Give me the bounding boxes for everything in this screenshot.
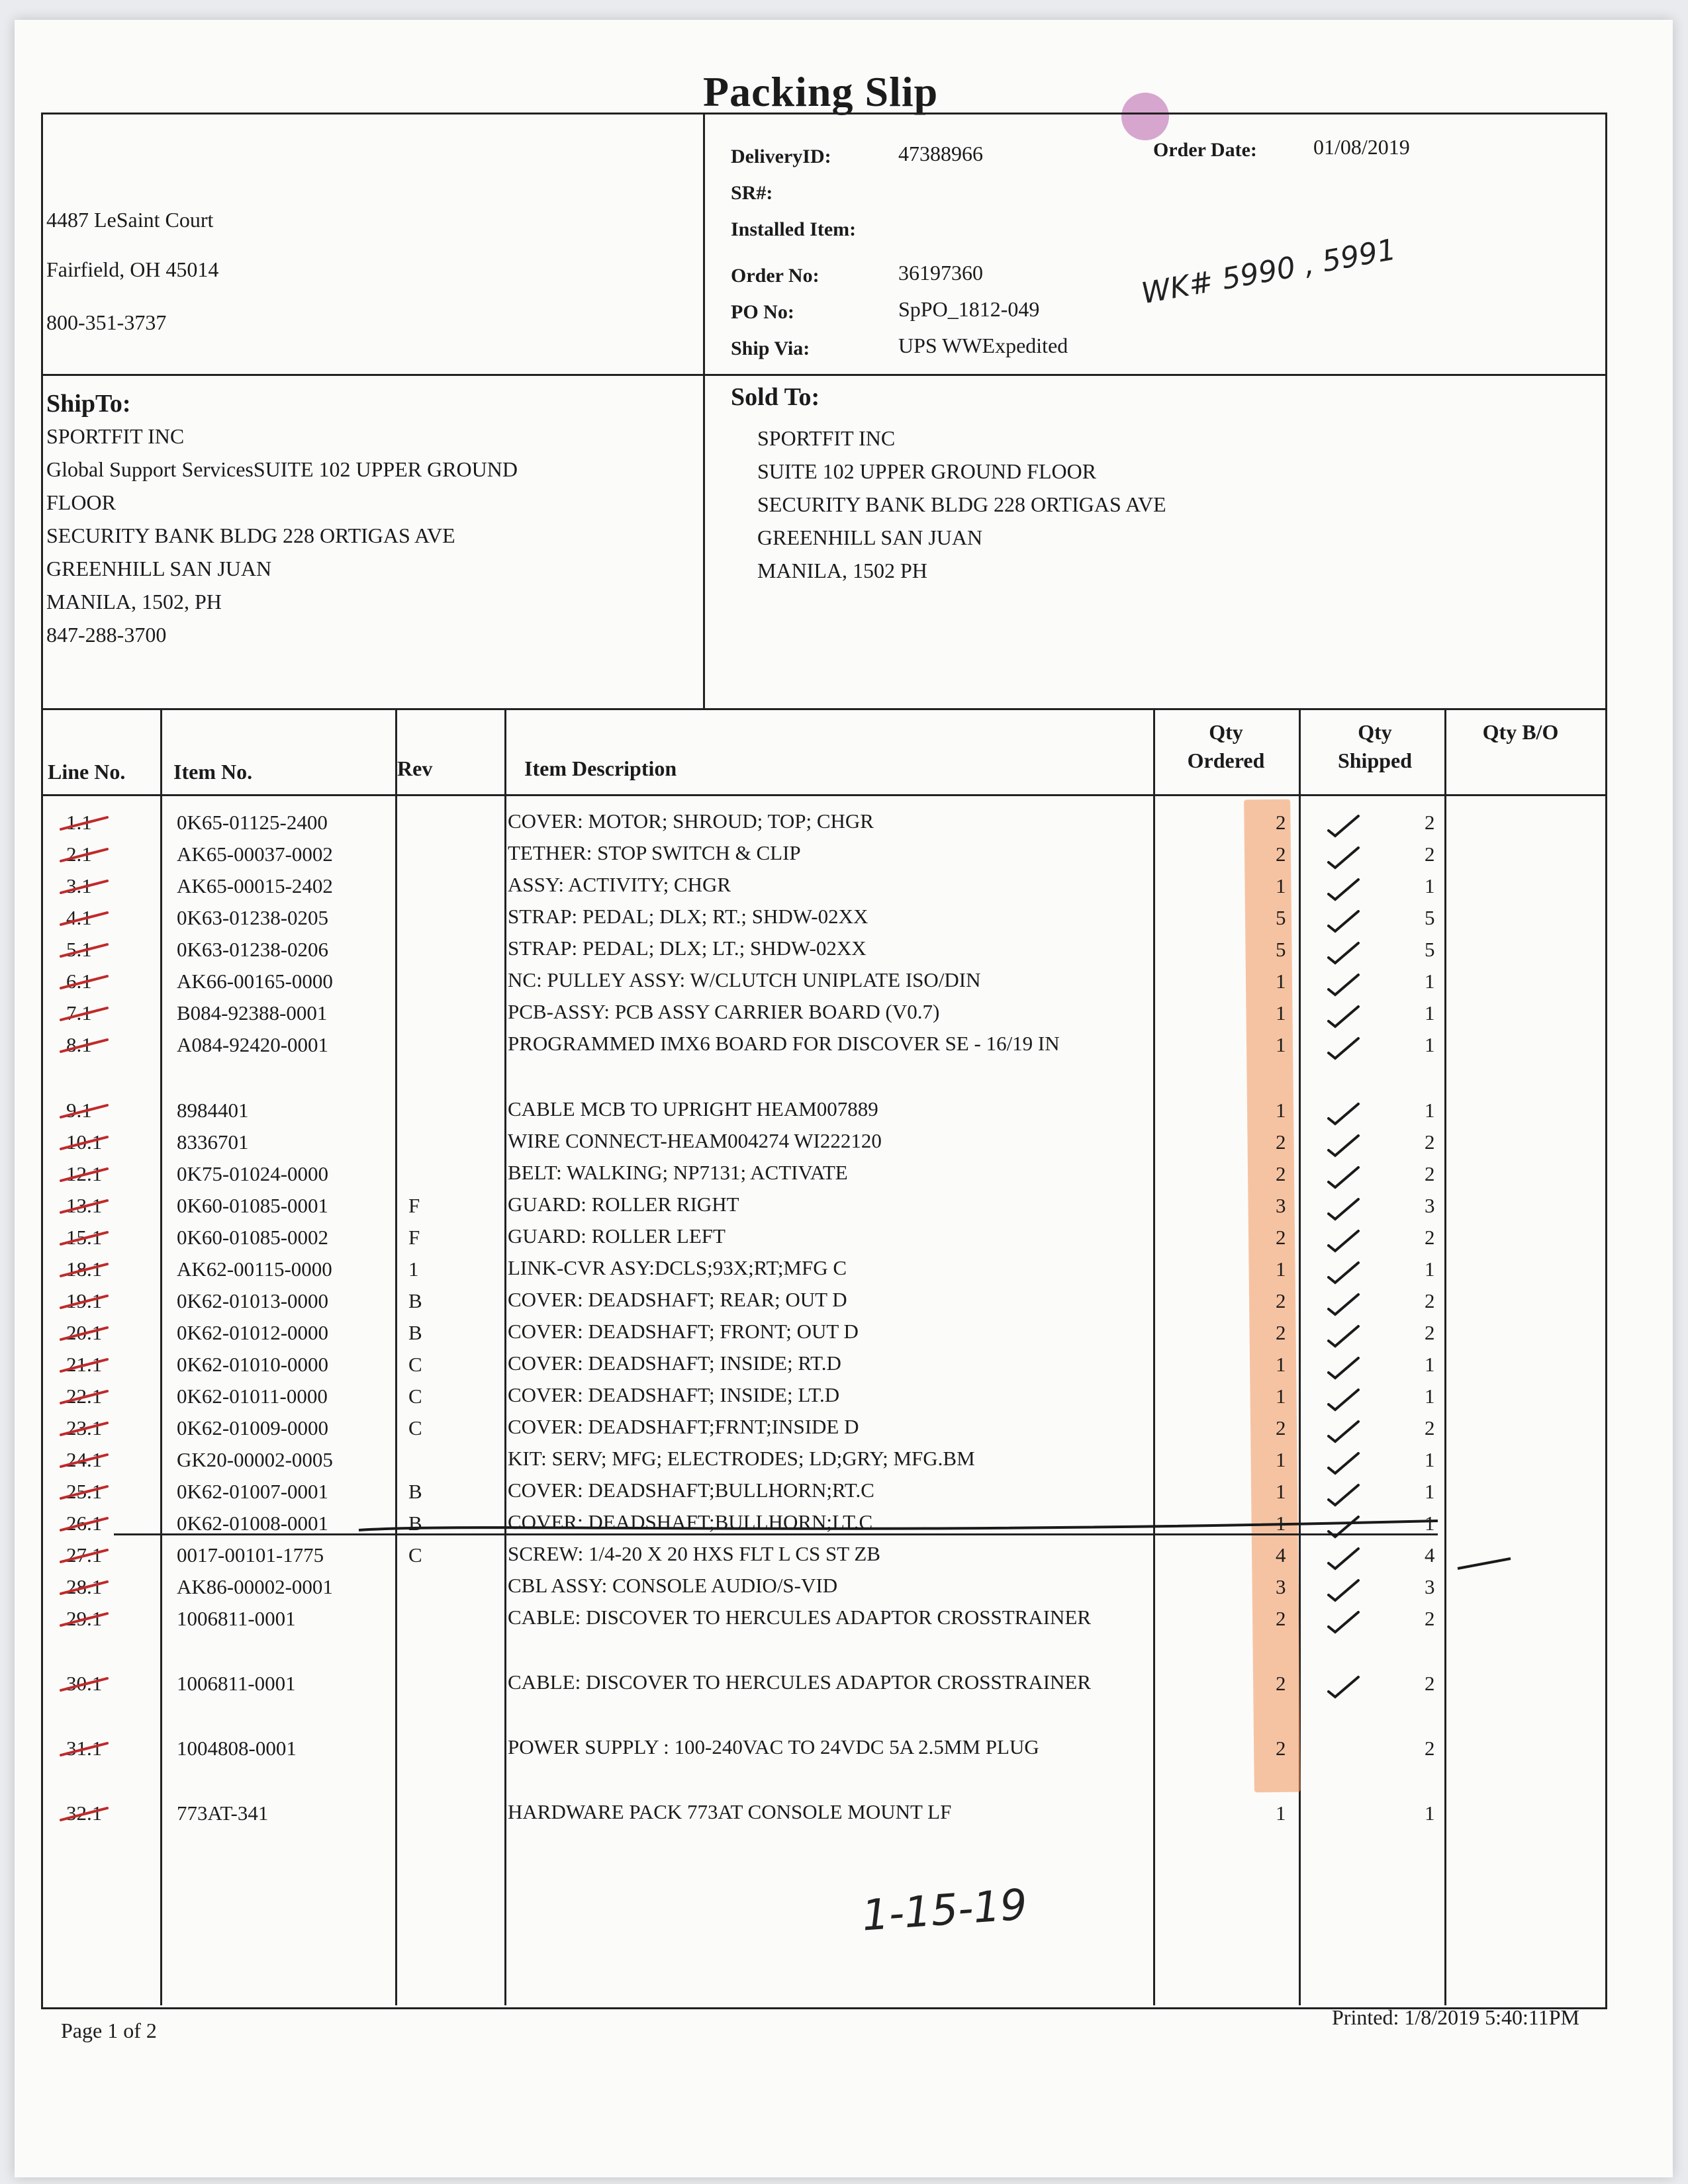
qty-shipped: 1	[1425, 1448, 1435, 1471]
line-number: 2.1	[66, 842, 92, 866]
item-number: 0K60-01085-0001	[177, 1194, 329, 1217]
handwritten-work-order-note: WK# 5990 , 5991	[1139, 232, 1399, 311]
line-check-mark	[61, 1105, 107, 1117]
item-description: COVER: MOTOR; SHROUD; TOP; CHGR	[508, 809, 874, 833]
document-title: Packing Slip	[703, 68, 939, 115]
qty-ordered: 2	[1276, 842, 1286, 866]
item-description: LINK-CVR ASY:DCLS;93X;RT;MFG C	[508, 1256, 847, 1279]
item-number: 0K75-01024-0000	[177, 1162, 329, 1185]
qty-ordered: 1	[1276, 1257, 1286, 1281]
shipped-check-mark	[1329, 1390, 1358, 1410]
item-number: A084-92420-0001	[177, 1033, 329, 1056]
item-number: B084-92388-0001	[177, 1001, 328, 1024]
qty-ordered: 2	[1276, 811, 1286, 834]
line-check-mark	[61, 1550, 107, 1562]
shipped-check-mark	[1329, 911, 1358, 931]
line-number: 10.1	[66, 1130, 103, 1154]
item-description: KIT: SERV; MFG; ELECTRODES; LD;GRY; MFG.BM	[508, 1447, 975, 1470]
line-check-mark	[61, 1359, 107, 1371]
line-check-mark	[61, 976, 107, 988]
qty-ordered: 1	[1276, 1099, 1286, 1122]
shipped-check-mark	[1329, 1136, 1358, 1156]
item-number: 0K63-01238-0205	[177, 906, 329, 929]
item-description: COVER: DEADSHAFT; INSIDE; RT.D	[508, 1351, 841, 1375]
line-check-mark	[61, 1582, 107, 1594]
qty-ordered: 1	[1276, 1801, 1286, 1825]
qty-ordered: 3	[1276, 1194, 1286, 1217]
qty-ordered: 1	[1276, 970, 1286, 993]
item-description: CABLE: DISCOVER TO HERCULES ADAPTOR CROSSTRAINER	[508, 1606, 1092, 1629]
item-description: COVER: DEADSHAFT; FRONT; OUT D	[508, 1320, 859, 1343]
line-number: 21.1	[66, 1353, 103, 1376]
item-number: 0K62-01008-0001	[177, 1512, 329, 1535]
line-check-mark	[61, 1169, 107, 1181]
qty-shipped: 3	[1425, 1575, 1435, 1598]
line-number: 6.1	[66, 970, 92, 993]
qty-shipped: 2	[1425, 1162, 1435, 1185]
shipped-check-mark	[1329, 1038, 1358, 1058]
item-number: 8336701	[177, 1130, 249, 1154]
qty-ordered: 1	[1276, 1448, 1286, 1471]
qty-shipped: 2	[1425, 1416, 1435, 1439]
line-check-mark	[61, 1423, 107, 1435]
qty-ordered: 1	[1276, 874, 1286, 897]
item-number: AK65-00015-2402	[177, 874, 333, 897]
order-date: 01/08/2019	[1313, 135, 1410, 159]
line-check-mark	[61, 1391, 107, 1403]
revision: B	[408, 1480, 422, 1503]
qty-ordered: 2	[1276, 1321, 1286, 1344]
item-number: 1006811-0001	[177, 1607, 296, 1630]
item-description: NC: PULLEY ASSY: W/CLUTCH UNIPLATE ISO/DIN	[508, 968, 981, 991]
line-number: 15.1	[66, 1226, 103, 1249]
item-number: 0K62-01009-0000	[177, 1416, 329, 1439]
line-number: 30.1	[66, 1672, 103, 1695]
shipped-check-mark	[1329, 943, 1358, 963]
line-check-mark	[61, 1296, 107, 1308]
item-description: TETHER: STOP SWITCH & CLIP	[508, 841, 801, 864]
line-number: 19.1	[66, 1289, 103, 1312]
item-number: 0K62-01011-0000	[177, 1385, 328, 1408]
line-number: 25.1	[66, 1480, 103, 1503]
line-check-mark	[61, 817, 107, 829]
line-number: 1.1	[66, 811, 92, 834]
line-check-mark	[61, 1743, 107, 1755]
line-number: 8.1	[66, 1033, 92, 1056]
item-number: AK62-00115-0000	[177, 1257, 332, 1281]
revision: F	[408, 1194, 420, 1217]
po-number: SpPO_1812-049	[898, 297, 1040, 321]
item-description: COVER: DEADSHAFT;BULLHORN;LT.C	[508, 1510, 873, 1533]
shipped-check-mark	[1329, 1199, 1358, 1219]
handwritten-check-marks	[15, 20, 1673, 2177]
shipped-check-mark	[1329, 1485, 1358, 1505]
shipped-check-mark	[1329, 1295, 1358, 1314]
qty-shipped: 1	[1425, 1257, 1435, 1281]
item-number: AK65-00037-0002	[177, 842, 333, 866]
shipped-check-mark	[1329, 1549, 1358, 1569]
shipped-check-mark	[1329, 1453, 1358, 1473]
line-check-mark	[61, 1678, 107, 1690]
packing-slip-page: Packing Slip 4487 LeSaint Court Fairfield, OH 45014 800-351-3737 DeliveryID: 47388966 SR#: Installed Item: Order No: 36197360 PO No: SpPO_1812-049 Ship Via: UPS WWExpedited Order Date: 01/08/2019 WK# 5990 , 5991 ShipTo: SPORTFIT INC Global Support ServicesSUITE 102 UPPER GROUND FLOOR SECURITY BANK BLDG 228 ORTIGAS AVE GREENHILL SAN JUAN MANILA, 1502, PH 847-288-3700 Sold To: SPORTFIT INC SUITE 102 UPPER GROUND FLOOR SECURITY BANK BLDG 228 ORTIGAS AVE GREENHILL SAN JUAN MANILA, 1502 PH Line No. Item No. Rev Item Description Qty Ordered Qty Shipped Qty B/O 1.1 0K65-01125-2400 COVER: MOTOR; SHROUD; TOP; CHGR 2 2 2.1 AK65-00037-0002 TETHER: STOP SWITCH & CLIP 2 2 3.1 AK65-00015-2402 ASSY: ACTIVITY; CHGR 1 1 4.1 0K63-01238-0205 STRAP: PEDAL; DLX; RT.; SHDW-02XX 5 5 5.1 0K63-01238-0206 STRAP: PEDAL; DLX; LT.; SHDW-02XX 5 5 6.1 AK66-00165-0000 NC: PULLEY ASSY: W/CLUTCH UNIPLATE ISO/DIN 1 1 7.1 B084-92388-0001 PCB-ASSY: PCB ASSY CARRIER BOARD (V0.7) 1 1 8.1 A084-92420-0001 PROGRAMMED IMX6 BOARD FOR DISCOVER SE - 16/19 IN 1 1 9.1 8984401 CABLE MCB TO UPRIGHT HEAM007889 1 1 10.1 8336701 WIRE CONNECT-HEAM004274 WI222120 2 2 12.1 0K75-01024-0000 BELT: WALKING; NP7131; ACTIVATE 2 2 13.1 0K60-01085-0001 F GUARD: ROLLER RIGHT 3 3 15.1 0K60-01085-0002 F GUARD: ROLLER LEFT 2 2 18.1 AK62-00115-0000 1 LINK-CVR ASY:DCLS;93X;RT;MFG C 1 1 19.1 0K62-01013-0000 B COVER: DEADSHAFT; REAR; OUT D 2 2 20.1 0K62-01012-0000 B COVER: DEADSHAFT; FRONT; OUT D 2 2 21.1 0K62-01010-0000 C COVER: DEADSHAFT; INSIDE; RT.D 1 1 22.1 0K62-01011-0000 C COVER: DEADSHAFT; INSIDE; LT.D 1 1 23.1 0K62-01009-0000 C COVER: DEADSHAFT;FRNT;INSIDE D 2 2 24.1 GK20-00002-0005 KIT: SERV; MFG; ELECTRODES; LD;GRY; MFG.BM 1 1 25.1 0K62-01007-0001 B COVER: DEADSHAFT;BULLHORN;RT.C 1 1 26.1 0K62-01008-0001 B COVER: DEADSHAFT;BULLHORN;LT.C 1 1 27.1 0017-00101-1775 C SCREW: 1/4-20 X 20 HXS FLT L CS ST ZB 4 4 28.1 AK86-00002-0001 CBL ASSY: CONSOLE AUDIO/S-VID 3 3 29.1 1006811-0001 CABLE: DISCOVER TO HERCULES ADAPTOR CROSSTRAINER 2 2 30.1 1006811-0001 CABLE: DISCOVER TO HERCULES ADAPTOR CROSSTRAINER 2 2 31.1 1004808-0001 POWER SUPPLY : 100-240VAC TO 24VDC 5A 2.5MM PLUG 2 2 32.1 773AT-341 HARDWARE PACK 773AT CONSOLE MOUNT LF 1 1 1-15-19 Page 1 of 2 Printed: 1/8/2019 5:40:11PM	[15, 20, 1673, 2177]
item-number: 773AT-341	[177, 1801, 269, 1825]
line-check-mark	[61, 1328, 107, 1340]
qty-shipped: 1	[1425, 1001, 1435, 1024]
page-number: Page 1 of 2	[61, 2019, 157, 2042]
qty-ordered: 2	[1276, 1162, 1286, 1185]
item-number: 1006811-0001	[177, 1672, 296, 1695]
shipped-check-mark	[1329, 1007, 1358, 1026]
line-number: 18.1	[66, 1257, 103, 1281]
qty-ordered: 5	[1276, 938, 1286, 961]
line-number: 12.1	[66, 1162, 103, 1185]
qty-shipped: 1	[1425, 970, 1435, 993]
item-description: WIRE CONNECT-HEAM004274 WI222120	[508, 1129, 882, 1152]
line-number: 32.1	[66, 1801, 103, 1825]
revision: C	[408, 1385, 422, 1408]
line-number: 4.1	[66, 906, 92, 929]
item-description: COVER: DEADSHAFT; REAR; OUT D	[508, 1288, 847, 1311]
qty-shipped: 2	[1425, 1607, 1435, 1630]
line-number: 31.1	[66, 1737, 103, 1760]
item-number: AK86-00002-0001	[177, 1575, 333, 1598]
qty-ordered: 1	[1276, 1385, 1286, 1408]
shipped-check-mark	[1329, 1358, 1358, 1378]
qty-ordered: 1	[1276, 1033, 1286, 1056]
revision: C	[408, 1416, 422, 1439]
line-number: 9.1	[66, 1099, 92, 1122]
qty-ordered: 4	[1276, 1543, 1286, 1567]
qty-ordered: 1	[1276, 1480, 1286, 1503]
qty-ordered: 2	[1276, 1289, 1286, 1312]
line-check-mark	[61, 1008, 107, 1020]
printed-timestamp: Printed: 1/8/2019 5:40:11PM	[1332, 2005, 1579, 2029]
item-number: 0K60-01085-0002	[177, 1226, 329, 1249]
item-number: 0K65-01125-2400	[177, 811, 328, 834]
line-check-mark	[61, 1486, 107, 1498]
ship-via: UPS WWExpedited	[898, 334, 1068, 357]
item-description: ASSY: ACTIVITY; CHGR	[508, 873, 731, 896]
revision: 1	[408, 1257, 419, 1281]
item-number: AK66-00165-0000	[177, 970, 333, 993]
item-number: 0K62-01013-0000	[177, 1289, 329, 1312]
shipped-check-mark	[1329, 1422, 1358, 1441]
handwritten-received-date: 1-15-19	[860, 1880, 1029, 1941]
revision: C	[408, 1543, 422, 1567]
line-check-mark	[61, 913, 107, 925]
line-check-mark	[61, 1264, 107, 1276]
qty-shipped: 5	[1425, 906, 1435, 929]
item-number: 0K62-01012-0000	[177, 1321, 329, 1344]
shipped-check-mark	[1329, 880, 1358, 899]
item-description: POWER SUPPLY : 100-240VAC TO 24VDC 5A 2.5MM PLUG	[508, 1735, 1039, 1758]
line-number: 3.1	[66, 874, 92, 897]
line-number: 13.1	[66, 1194, 103, 1217]
qty-ordered: 1	[1276, 1353, 1286, 1376]
shipped-check-mark	[1329, 1517, 1358, 1537]
line-number: 22.1	[66, 1385, 103, 1408]
qty-ordered: 3	[1276, 1575, 1286, 1598]
item-number: 0017-00101-1775	[177, 1543, 324, 1567]
qty-shipped: 2	[1425, 1289, 1435, 1312]
qty-shipped: 2	[1425, 1226, 1435, 1249]
qty-shipped: 2	[1425, 1321, 1435, 1344]
qty-shipped: 2	[1425, 811, 1435, 834]
shipped-check-mark	[1329, 1612, 1358, 1632]
line-check-mark	[61, 1232, 107, 1244]
line-check-mark	[61, 1518, 107, 1530]
qty-shipped: 3	[1425, 1194, 1435, 1217]
line-number: 5.1	[66, 938, 92, 961]
line-check-mark	[61, 849, 107, 861]
qty-ordered: 1	[1276, 1001, 1286, 1024]
line-check-mark	[61, 881, 107, 893]
item-description: CABLE: DISCOVER TO HERCULES ADAPTOR CROSSTRAINER	[508, 1670, 1092, 1694]
qty-shipped: 1	[1425, 1480, 1435, 1503]
qty-ordered: 2	[1276, 1607, 1286, 1630]
shipped-check-mark	[1329, 816, 1358, 836]
line-check-mark	[61, 944, 107, 956]
qty-shipped: 1	[1425, 874, 1435, 897]
qty-shipped: 1	[1425, 1353, 1435, 1376]
item-number: 0K63-01238-0206	[177, 938, 329, 961]
qty-shipped: 1	[1425, 1512, 1435, 1535]
qty-shipped: 1	[1425, 1385, 1435, 1408]
line-check-mark	[61, 1808, 107, 1820]
line-number: 26.1	[66, 1512, 103, 1535]
line-check-mark	[61, 1455, 107, 1467]
shipped-check-mark	[1329, 848, 1358, 868]
item-number: 8984401	[177, 1099, 249, 1122]
revision: B	[408, 1321, 422, 1344]
item-description: HARDWARE PACK 773AT CONSOLE MOUNT LF	[508, 1800, 952, 1823]
qty-ordered: 2	[1276, 1416, 1286, 1439]
item-description: COVER: DEADSHAFT; INSIDE; LT.D	[508, 1383, 840, 1406]
line-number: 24.1	[66, 1448, 103, 1471]
qty-shipped: 2	[1425, 1737, 1435, 1760]
qty-shipped: 5	[1425, 938, 1435, 961]
qty-shipped: 4	[1425, 1543, 1435, 1567]
item-description: CABLE MCB TO UPRIGHT HEAM007889	[508, 1097, 878, 1120]
item-description: BELT: WALKING; NP7131; ACTIVATE	[508, 1161, 848, 1184]
item-number: GK20-00002-0005	[177, 1448, 333, 1471]
line-check-mark	[61, 1137, 107, 1149]
item-description: SCREW: 1/4-20 X 20 HXS FLT L CS ST ZB	[508, 1542, 880, 1565]
shipped-check-mark	[1329, 1326, 1358, 1346]
line-number: 29.1	[66, 1607, 103, 1630]
qty-ordered: 2	[1276, 1226, 1286, 1249]
revision: B	[408, 1289, 422, 1312]
item-number: 1004808-0001	[177, 1737, 297, 1760]
shipped-check-mark	[1329, 1167, 1358, 1187]
qty-shipped: 2	[1425, 842, 1435, 866]
qty-shipped: 2	[1425, 1130, 1435, 1154]
revision: F	[408, 1226, 420, 1249]
line-number: 20.1	[66, 1321, 103, 1344]
item-description: PROGRAMMED IMX6 BOARD FOR DISCOVER SE - 16/19 IN	[508, 1032, 1060, 1055]
shipped-check-mark	[1329, 1580, 1358, 1600]
item-description: GUARD: ROLLER LEFT	[508, 1224, 726, 1248]
shipped-check-mark	[1329, 1263, 1358, 1283]
shipped-check-mark	[1329, 1104, 1358, 1124]
item-number: 0K62-01007-0001	[177, 1480, 329, 1503]
item-description: STRAP: PEDAL; DLX; RT.; SHDW-02XX	[508, 905, 868, 928]
line-number: 23.1	[66, 1416, 103, 1439]
order-number: 36197360	[898, 261, 983, 285]
line-check-mark	[61, 1201, 107, 1212]
shipped-check-mark	[1329, 1231, 1358, 1251]
line-number: 7.1	[66, 1001, 92, 1024]
item-description: COVER: DEADSHAFT;BULLHORN;RT.C	[508, 1479, 874, 1502]
item-description: COVER: DEADSHAFT;FRNT;INSIDE D	[508, 1415, 859, 1438]
item-number: 0K62-01010-0000	[177, 1353, 329, 1376]
line-number: 27.1	[66, 1543, 103, 1567]
item-description: STRAP: PEDAL; DLX; LT.; SHDW-02XX	[508, 936, 867, 960]
line-check-mark	[61, 1040, 107, 1052]
qty-ordered: 2	[1276, 1130, 1286, 1154]
qty-shipped: 1	[1425, 1801, 1435, 1825]
delivery-id: 47388966	[898, 142, 983, 165]
qty-shipped: 2	[1425, 1672, 1435, 1695]
qty-shipped: 1	[1425, 1099, 1435, 1122]
revision: B	[408, 1512, 422, 1535]
item-description: GUARD: ROLLER RIGHT	[508, 1193, 739, 1216]
qty-ordered: 2	[1276, 1737, 1286, 1760]
line-number: 28.1	[66, 1575, 103, 1598]
item-description: CBL ASSY: CONSOLE AUDIO/S-VID	[508, 1574, 838, 1597]
shipped-check-mark	[1329, 1677, 1358, 1697]
qty-ordered: 2	[1276, 1672, 1286, 1695]
qty-ordered: 5	[1276, 906, 1286, 929]
shipped-check-mark	[1329, 975, 1358, 995]
revision: C	[408, 1353, 422, 1376]
line-check-mark	[61, 1614, 107, 1625]
item-description: PCB-ASSY: PCB ASSY CARRIER BOARD (V0.7)	[508, 1000, 940, 1023]
qty-shipped: 1	[1425, 1033, 1435, 1056]
qty-ordered: 1	[1276, 1512, 1286, 1535]
